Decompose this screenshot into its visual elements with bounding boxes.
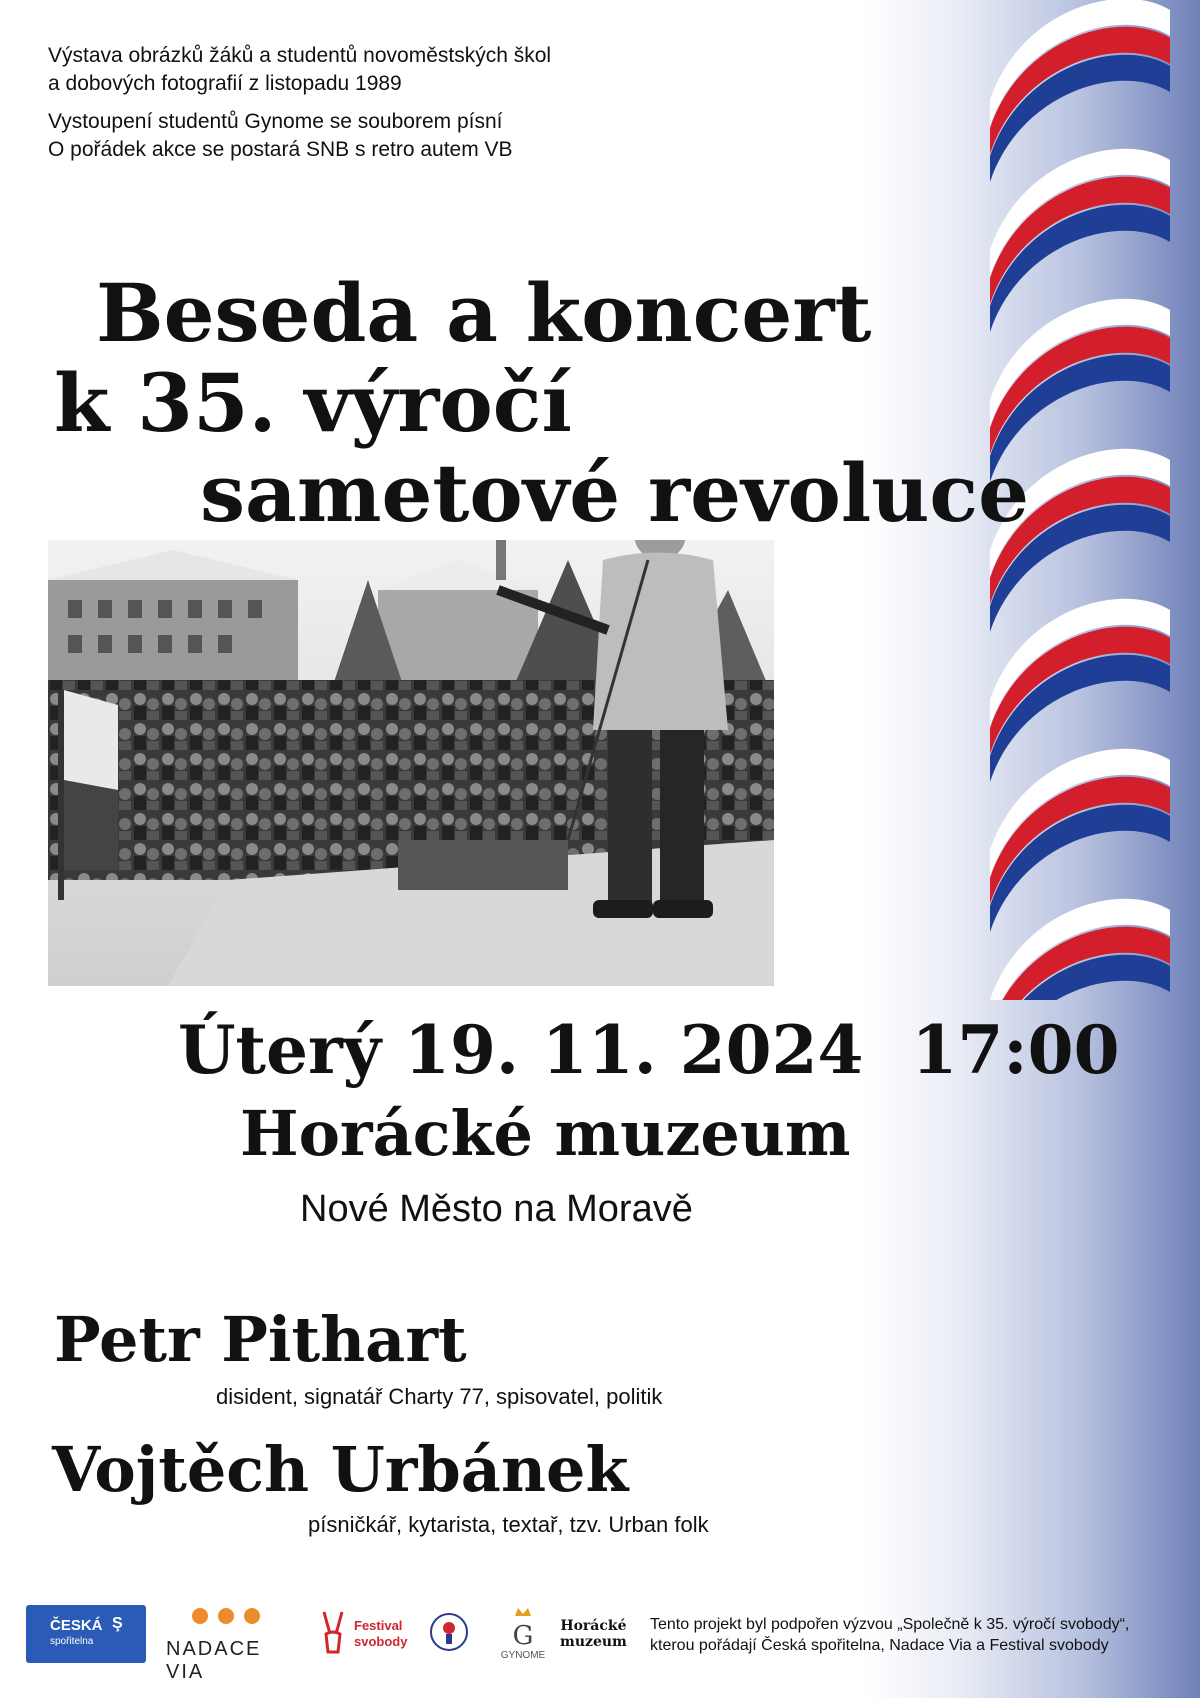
event-city: Nové Město na Moravě	[300, 1188, 693, 1230]
intro-line-4: O pořádek akce se postará SNB s retro autem VB	[48, 138, 513, 161]
event-venue: Horácké muzeum	[240, 1097, 851, 1170]
guest-description-2: písničkář, kytarista, textař, tzv. Urban folk	[308, 1512, 709, 1537]
intro-text	[48, 42, 748, 174]
ribbon-band	[990, 777, 1170, 904]
svg-text:G: G	[512, 1621, 534, 1650]
ribbon-band	[990, 327, 1170, 454]
ceska-sporitelna-symbol-icon: Ş	[112, 1615, 123, 1632]
guest-description-1: disident, signatář Charty 77, spisovatel, politik	[216, 1384, 663, 1409]
ribbon-band	[990, 177, 1170, 304]
title-line-2: k 35. výročí	[54, 356, 572, 450]
nadace-via-name: NADACE VIA	[166, 1638, 262, 1683]
support-line-2: kterou pořádají Česká spořitelna, Nadace Via a Festival svobody	[650, 1637, 1109, 1654]
ribbon-band	[990, 27, 1170, 154]
festival-name-1: Festival	[354, 1618, 403, 1633]
badge-logo-icon	[428, 1608, 470, 1656]
ribbon-band	[990, 627, 1170, 754]
festival-name-2: svobody	[354, 1634, 408, 1649]
crown-g-icon	[500, 1606, 546, 1650]
ceska-sporitelna-subname: spořitelna	[50, 1636, 94, 1647]
ceska-sporitelna-logo	[26, 1605, 146, 1663]
horacke-name-1: Horácké	[560, 1618, 627, 1634]
intro-line-2: a dobových fotografií z listopadu 1989	[48, 72, 402, 95]
event-time: 17:00	[911, 1011, 1120, 1089]
event-datetime	[178, 1010, 1120, 1090]
gynome-name: GYNOME	[500, 1650, 546, 1661]
nadace-via-dots-icon	[192, 1608, 270, 1629]
title-line-1: Beseda a koncert	[96, 266, 872, 360]
gynome-logo	[500, 1606, 546, 1664]
horacke-name-2: muzeum	[560, 1634, 627, 1650]
guest-name-2: Vojtěch Urbánek	[52, 1433, 629, 1506]
event-date: Úterý 19. 11. 2024	[178, 1011, 864, 1089]
victory-hand-icon	[318, 1610, 348, 1656]
support-note	[650, 1614, 1190, 1656]
intro-line-3: Vystoupení studentů Gynome se souborem písní	[48, 110, 503, 133]
ceska-sporitelna-name: ČESKÁ	[50, 1617, 103, 1634]
historical-photo	[48, 540, 774, 986]
guest-name-1: Petr Pithart	[54, 1303, 467, 1376]
horacke-muzeum-logo	[560, 1618, 627, 1650]
intro-line-1: Výstava obrázků žáků a studentů novoměstských škol	[48, 44, 552, 67]
sponsor-logos	[0, 1600, 1200, 1683]
title-line-3: sametové revoluce	[200, 446, 1030, 540]
nadace-via-logo	[166, 1608, 306, 1683]
festival-svobody-logo	[318, 1610, 418, 1660]
support-line-1: Tento projekt byl podpořen výzvou „Společně k 35. výročí svobody“,	[650, 1616, 1130, 1633]
